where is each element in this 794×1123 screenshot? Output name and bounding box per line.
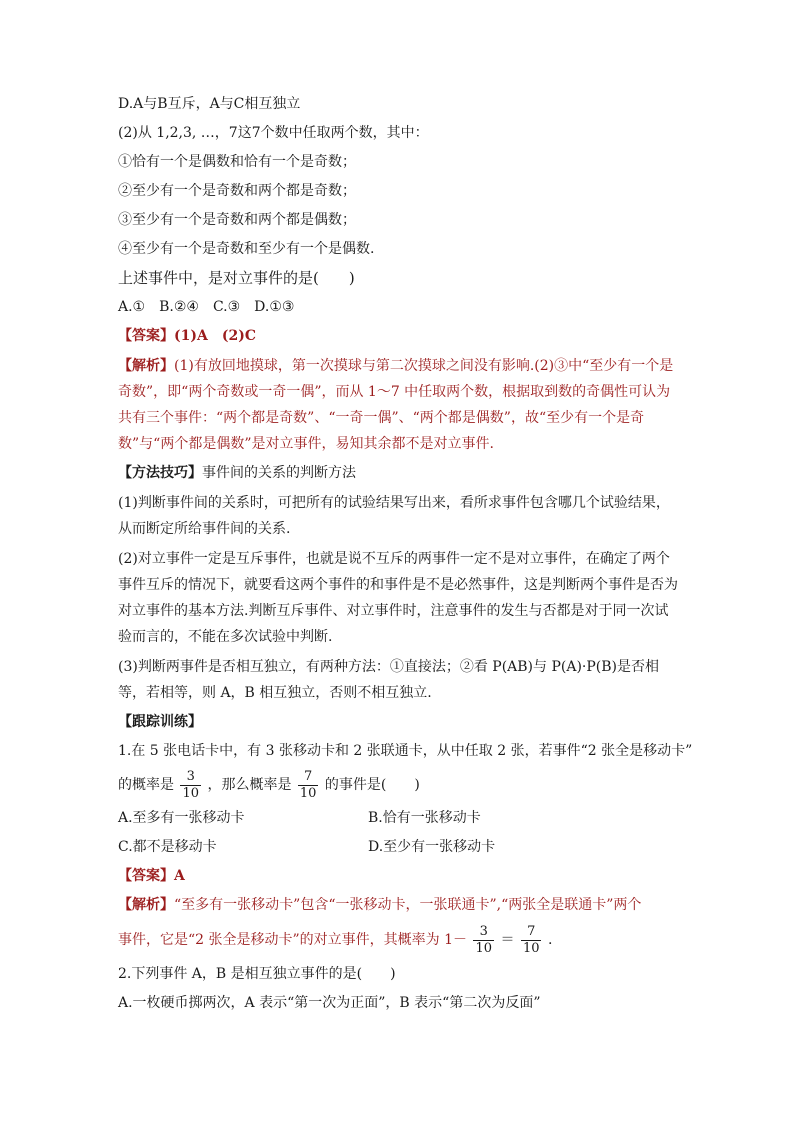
fraction-numerator: 7 <box>304 768 313 784</box>
answer-text: A <box>174 868 185 884</box>
method-label: 【方法技巧】 <box>118 465 202 481</box>
analysis-label: 【解析】 <box>118 897 174 913</box>
method-paragraph-3: (3)判断两事件是否相互独立，有两种方法：①直接法；②看 P(AB)与 P(A)·P(B)是否相等，若相等，则 A，B 相互独立，否则不相互独立. <box>118 659 660 701</box>
fraction-numerator: 3 <box>186 768 195 784</box>
analysis-label: 【解析】 <box>118 358 174 374</box>
document-page <box>118 92 693 1020</box>
option-a: A.至多有一张移动卡 <box>118 810 245 826</box>
fraction-3-10 <box>180 770 201 801</box>
equals-sign: ＝ <box>500 932 515 948</box>
analysis-pre-text: 事件，它是“2 张全是移动卡”的对立事件，其概率为 1－ <box>118 932 468 948</box>
analysis-text: (1)有放回地摸球，第一次摸球与第二次摸球之间没有影响.(2)③中“至少有一个是奇数”，即“两个奇数或一奇一偶”，而从 1～7 中任取两个数，根据取到数的奇偶性可认为共有三个事件：“两个都是奇数”、“一奇一偶”、“两个都是偶数”，故“至少有一个是奇数”与“两个都是偶数”是对立事件，易知其余都不是对立事件. <box>118 358 674 452</box>
list-item: ①恰有一个是偶数和恰有一个是奇数； <box>118 154 356 170</box>
fraction-7-10 <box>521 925 542 956</box>
option-b: B.恰有一张移动卡 <box>368 810 481 826</box>
fraction-denominator: 10 <box>522 940 540 956</box>
option-d: D.至少有一张移动卡 <box>368 839 496 855</box>
practice-q2-option-a: A.一枚硬币掷两次，A 表示“第一次为正面”，B 表示“第二次为反面” <box>118 995 541 1011</box>
question-ask: 上述事件中，是对立事件的是( ) <box>118 269 355 287</box>
option-c: C.都不是移动卡 <box>118 839 217 855</box>
practice-q1-line2 <box>118 768 678 802</box>
answer-label: 【答案】 <box>118 328 174 344</box>
options-row-2 <box>118 835 638 860</box>
list-item: ③至少有一个是奇数和两个都是偶数； <box>118 212 356 228</box>
fraction-denominator: 10 <box>475 940 493 956</box>
list-item: ④至少有一个是奇数和至少有一个是偶数. <box>118 241 375 257</box>
list-item: ②至少有一个是奇数和两个都是奇数； <box>118 183 356 199</box>
q1-pre-text: 的概率是 <box>118 777 174 793</box>
analysis-text: “至多有一张移动卡”包含“一张移动卡，一张联通卡”,“两张全是联通卡”两个 <box>174 897 642 913</box>
answer-line <box>118 324 678 349</box>
analysis-paragraph <box>118 353 678 457</box>
method-title: 事件间的关系的判断方法 <box>202 465 356 481</box>
fraction-numerator: 3 <box>479 923 488 939</box>
practice-analysis-line2 <box>118 922 678 958</box>
options-row-1 <box>118 806 638 831</box>
question-2-stem: (2)从 1,2,3, …，7这7个数中任取两个数，其中： <box>118 125 429 141</box>
fraction-7-10 <box>298 770 319 801</box>
practice-q2: 2.下列事件 A，B 是相互独立事件的是( ) <box>118 966 396 982</box>
choices-line: A.① B.②④ C.③ D.①③ <box>118 299 295 315</box>
practice-heading: 【跟踪训练】 <box>118 714 202 730</box>
practice-q1-line1: 1.在 5 张电话卡中，有 3 张移动卡和 2 张联通卡，从中任取 2 张，若事件“2 张全是移动卡” <box>118 743 693 759</box>
fraction-3-10 <box>473 925 494 956</box>
answer-text: (1)A (2)C <box>174 328 256 344</box>
fraction-numerator: 7 <box>527 923 536 939</box>
method-heading <box>118 461 678 486</box>
practice-answer-line <box>118 864 678 889</box>
method-paragraph-2: (2)对立事件一定是互斥事件，也就是说不互斥的两事件一定不是对立事件，在确定了两个事件互斥的情况下，就要看这两个事件的和事件是不是必然事件，这是判断两个事件是否为对立事件的基本方法.判断互斥事件、对立事件时，注意事件的发生与否都是对于同一次试验而言的，不能在多次试验中判断. <box>118 551 678 645</box>
q1-post-text: 的事件是( ) <box>324 777 420 793</box>
period: . <box>547 932 553 948</box>
method-paragraph-1: (1)判断事件间的关系时，可把所有的试验结果写出来，看所求事件包含哪几个试验结果，从而断定所给事件间的关系. <box>118 495 670 537</box>
fraction-denominator: 10 <box>182 785 199 801</box>
answer-label: 【答案】 <box>118 868 174 884</box>
option-d-line: D.A与B互斥，A与C相互独立 <box>118 96 301 112</box>
fraction-denominator: 10 <box>299 785 317 801</box>
practice-analysis-line1 <box>118 893 678 918</box>
q1-mid-text: ，那么概率是 <box>207 777 292 793</box>
